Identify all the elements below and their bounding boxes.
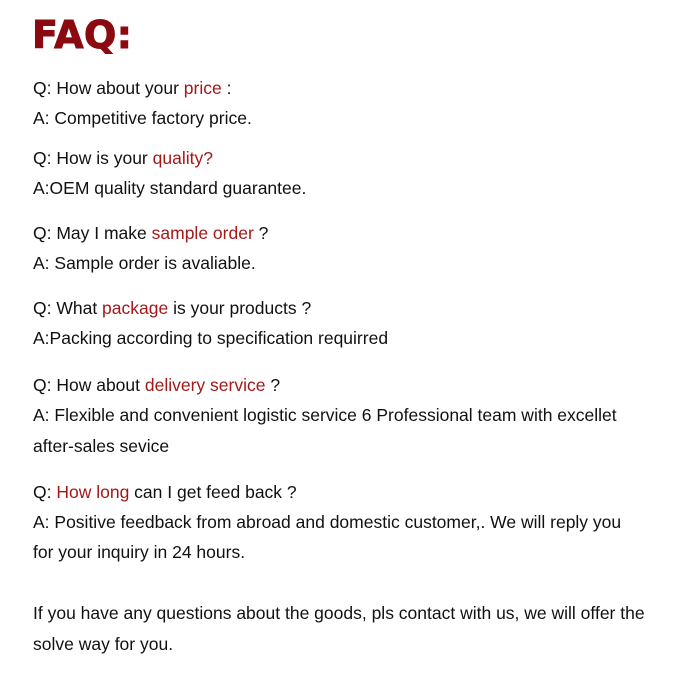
answer-delivery-line-1: A: Flexible and convenient logistic service 6 Professional team with excellet [33,405,617,425]
answer-quality: A:OEM quality standard guarantee. [33,178,307,198]
answer-how-long-line-1: A: Positive feedback from abroad and domestic customer,. We will reply you [33,512,622,532]
question-text: : [221,78,232,98]
question-text: is your products ? [168,298,312,318]
answer-delivery-line-2: after-sales sevice [33,436,170,456]
question-text: ? [253,223,269,243]
question-keyword: sample order [151,223,254,243]
question-text: ? [265,375,281,395]
question-text: Q: How about your [33,78,184,98]
faq-title: FAQ: [32,13,133,57]
closing-line-1: If you have any questions about the goods, pls contact with us, we will offer the [33,603,645,623]
answer-package: A:Packing according to specification requirred [33,328,389,348]
question-delivery [33,373,280,397]
closing-line-2: solve way for you. [33,634,174,654]
question-text: Q: How about [33,375,145,395]
question-text: Q: What [33,298,103,318]
question-keyword: price [183,78,222,98]
answer-price: A: Competitive factory price. [33,108,252,128]
question-keyword: package [102,298,169,318]
question-text: Q: May I make [33,223,152,243]
question-text: Q: How is your [33,148,153,168]
question-keyword: How long [56,482,130,502]
question-text: Q: [33,482,57,502]
question-sample-order [33,221,268,245]
answer-how-long-line-2: for your inquiry in 24 hours. [33,542,246,562]
question-price [33,76,231,100]
question-keyword: quality? [152,148,213,168]
question-text: can I get feed back ? [129,482,297,502]
question-keyword: delivery service [144,375,266,395]
question-package [33,296,311,320]
question-quality [33,146,213,170]
question-how-long [33,480,297,504]
answer-sample-order: A: Sample order is avaliable. [33,253,256,273]
